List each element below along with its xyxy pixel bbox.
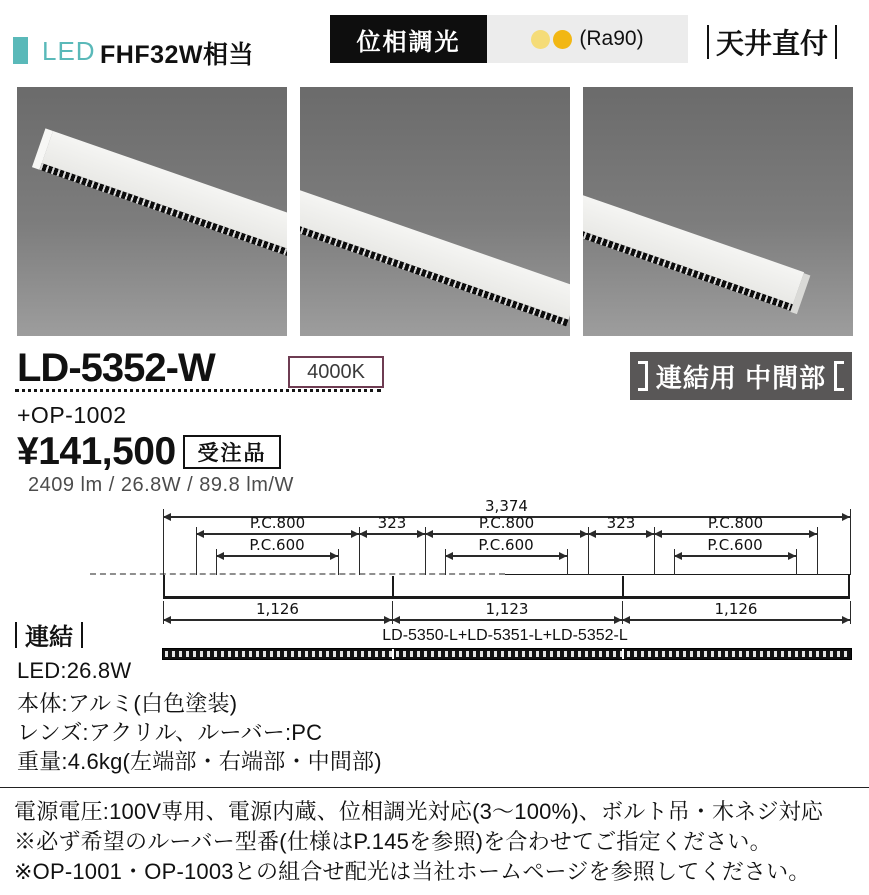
connection-left-bar xyxy=(15,622,17,648)
dimension xyxy=(674,555,796,557)
dotted-separator xyxy=(15,389,381,392)
dimension xyxy=(445,549,446,575)
dimension xyxy=(588,530,596,538)
dimension xyxy=(580,530,588,538)
type-badge xyxy=(630,352,852,400)
louver-bottom-view xyxy=(162,648,852,660)
spec-body: 本体:アルミ(白色塗装) xyxy=(17,691,238,716)
dimension xyxy=(567,549,568,575)
equivalent-label: FHF32W相当 xyxy=(100,41,255,69)
option-model: +OP-1002 xyxy=(17,402,127,428)
dimension xyxy=(425,530,433,538)
dimension xyxy=(614,616,622,624)
dimension: P.C.600 xyxy=(249,536,305,554)
led-label: LED xyxy=(42,36,96,66)
dimension xyxy=(646,530,654,538)
dimming-badge: 位相調光 xyxy=(330,15,487,63)
dimension xyxy=(351,530,359,538)
dimension xyxy=(559,552,567,560)
dimension xyxy=(654,527,655,575)
spec-weight: 重量:4.6kg(左端部・右端部・中間部) xyxy=(17,749,382,774)
spec-lens: レンズ:アクリル、ルーバー:PC xyxy=(17,720,323,745)
dimension xyxy=(216,549,217,575)
dimension xyxy=(163,616,171,624)
dimension: 3,374 xyxy=(485,497,528,515)
louver-joint xyxy=(622,649,624,659)
dimension xyxy=(216,555,338,557)
dimension xyxy=(163,513,171,521)
dimension xyxy=(196,530,204,538)
dimension xyxy=(588,527,589,575)
dimension xyxy=(796,549,797,575)
dimension xyxy=(654,530,662,538)
fixture-louver xyxy=(40,163,287,256)
dimension: 323 xyxy=(377,514,407,532)
dimension xyxy=(163,509,164,575)
color-temp-dot-light-icon xyxy=(531,30,550,49)
dimension xyxy=(674,552,682,560)
dimension xyxy=(622,616,630,624)
connection-right-bar xyxy=(81,622,83,648)
bracket-right-icon xyxy=(834,361,844,391)
dimension xyxy=(196,527,197,575)
dimension xyxy=(809,530,817,538)
fixture-joint-line xyxy=(622,576,624,598)
louver-joint xyxy=(392,649,394,659)
led-accent-bar xyxy=(13,37,28,64)
spec-wattage: LED:26.8W xyxy=(17,658,132,683)
dimension: P.C.800 xyxy=(249,514,306,532)
dimension xyxy=(817,527,818,575)
price: ¥141,500 xyxy=(17,430,176,473)
order-badge: 受注品 xyxy=(183,435,281,469)
dimension: 1,126 xyxy=(256,600,299,618)
fixture-joint-line xyxy=(392,576,394,598)
dimension xyxy=(359,530,367,538)
dimension xyxy=(338,549,339,575)
dimension xyxy=(842,513,850,521)
dimension xyxy=(842,616,850,624)
fixture-body xyxy=(300,185,570,320)
dimension xyxy=(622,619,850,621)
mount-label: 天井直付 xyxy=(716,28,829,59)
dimension xyxy=(163,601,164,624)
dimension: P.C.800 xyxy=(707,514,764,532)
type-badge-label: 連結用 中間部 xyxy=(655,362,827,393)
louver-cells xyxy=(165,651,849,657)
dimension xyxy=(850,509,851,575)
dimension: P.C.600 xyxy=(707,536,763,554)
note-louver: ※必ず希望のルーバー型番(仕様はP.145を参照)を合わせてご指定ください。 xyxy=(14,829,772,854)
dimension xyxy=(163,619,392,621)
note-power: 電源電圧:100V専用、電源内蔵、位相調光対応(3〜100%)、ボルト吊・木ネジ対応 xyxy=(14,799,824,824)
dimension: 1,126 xyxy=(714,600,758,618)
dimension xyxy=(359,527,360,575)
ra-badge xyxy=(487,15,688,63)
performance-specs: 2409 lm / 26.8W / 89.8 lm/W xyxy=(28,474,294,496)
ra-badge-label: (Ra90) xyxy=(579,27,644,50)
fixture-body xyxy=(583,190,804,304)
dimension xyxy=(425,527,426,575)
mount-left-bar xyxy=(707,25,709,59)
dimension: P.C.600 xyxy=(478,536,534,554)
dimension xyxy=(330,552,338,560)
dimension xyxy=(425,533,588,535)
dimension xyxy=(850,601,851,624)
product-photo-middle xyxy=(300,87,570,336)
dimension xyxy=(674,549,675,575)
model-number: LD-5352-W xyxy=(17,346,215,390)
dimension: 323 xyxy=(606,514,636,532)
product-photo-left-end xyxy=(17,87,287,336)
product-photo-right-end xyxy=(583,87,853,336)
combination-models: LD-5350-L+LD-5351-L+LD-5352-L xyxy=(382,627,628,644)
dimension xyxy=(392,616,400,624)
dimension xyxy=(445,552,453,560)
dimension xyxy=(392,601,393,624)
dimension xyxy=(654,533,817,535)
dimension: 1,123 xyxy=(485,600,529,618)
dimension xyxy=(622,601,623,624)
dimension xyxy=(788,552,796,560)
fixture-outline xyxy=(163,575,850,599)
fixture-louver xyxy=(300,217,568,326)
mount-right-bar xyxy=(835,25,837,59)
footer-divider xyxy=(0,787,869,788)
dimension xyxy=(196,533,359,535)
connection-label: 連結 xyxy=(25,624,73,651)
dimension xyxy=(417,530,425,538)
bracket-left-icon xyxy=(638,361,648,391)
note-option: ※OP-1001・OP-1003との組合せ配光は当社ホームページを参照してください。 xyxy=(14,859,811,884)
dimension xyxy=(359,533,425,535)
dimension xyxy=(392,619,622,621)
fixture-body xyxy=(42,131,287,249)
connection-heading xyxy=(15,617,83,652)
fixture-louver xyxy=(583,222,793,311)
color-temp-box: 4000K xyxy=(288,356,384,388)
color-temp-dot-dark-icon xyxy=(553,30,572,49)
dimension xyxy=(384,616,392,624)
mount-type xyxy=(707,22,837,62)
dimension: P.C.800 xyxy=(478,514,535,532)
dimension xyxy=(445,555,567,557)
dimension xyxy=(588,533,654,535)
dimension xyxy=(216,552,224,560)
